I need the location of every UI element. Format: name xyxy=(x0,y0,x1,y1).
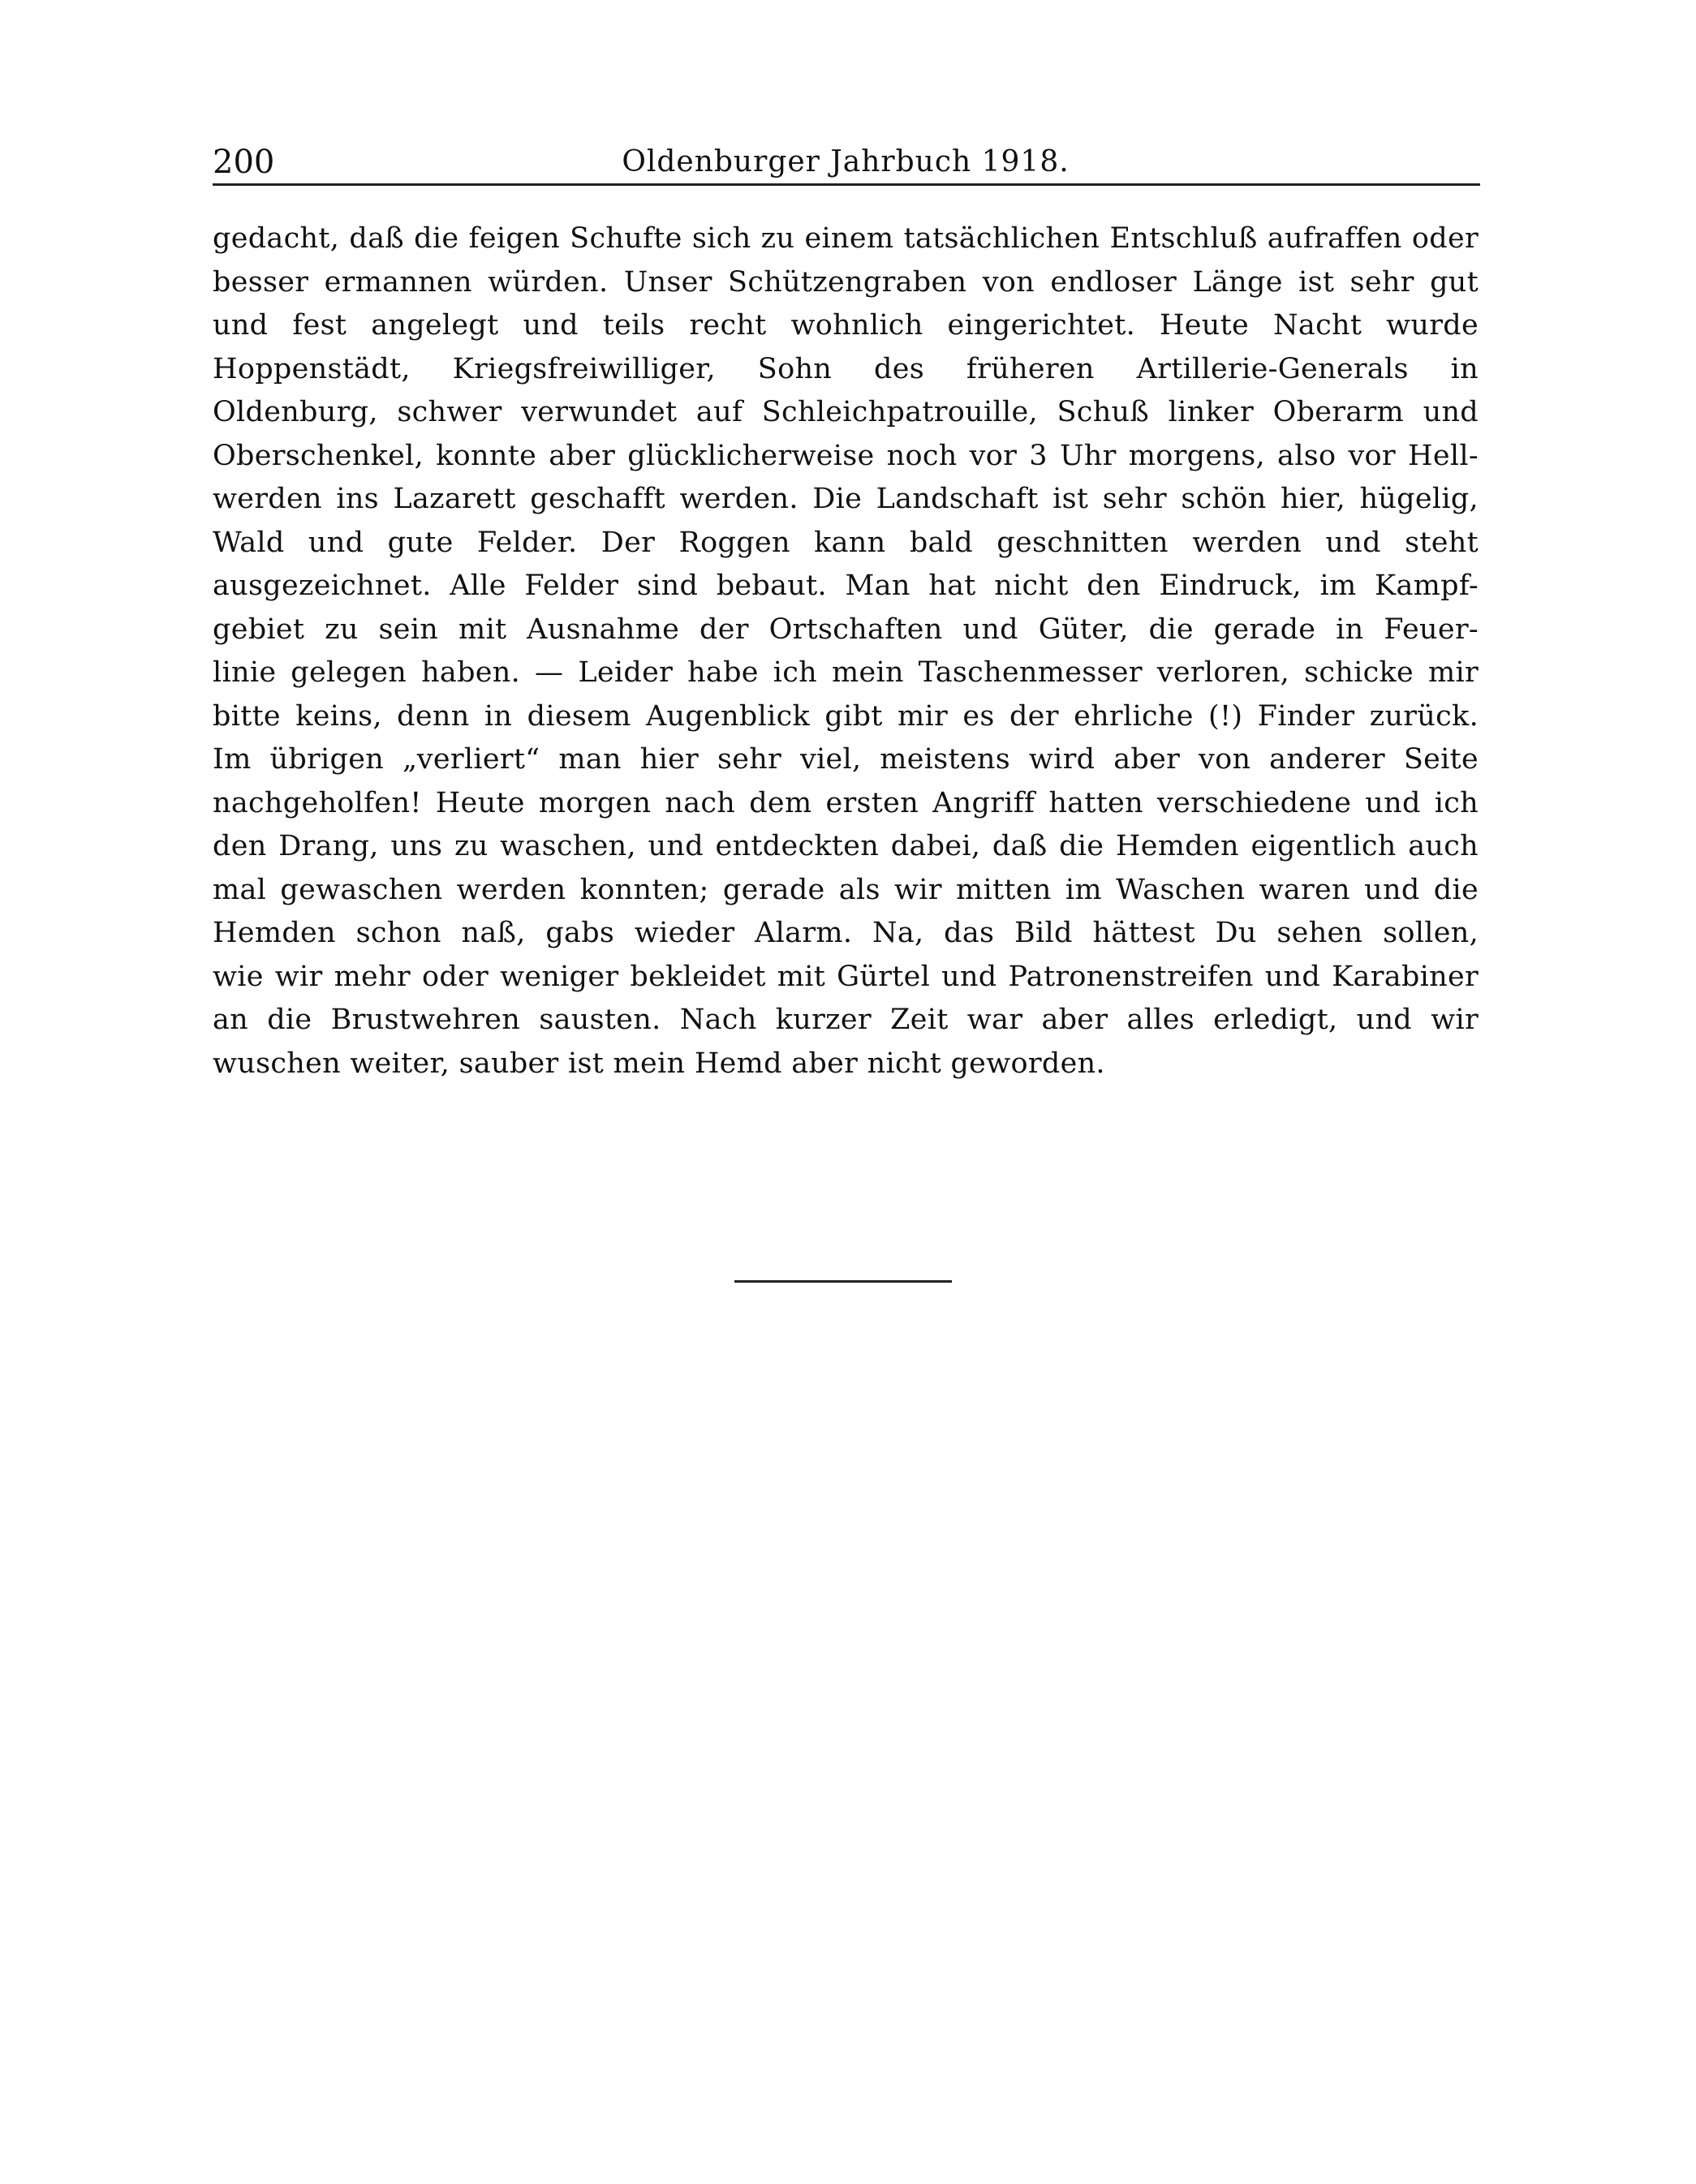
running-title: Oldenburger Jahrbuch 1918. xyxy=(622,145,1070,178)
page-number: 200 xyxy=(213,144,275,181)
text-line: wuschen weiter, sauber ist mein Hemd aber nicht geworden. xyxy=(213,1047,1105,1080)
body-text xyxy=(213,217,1479,1086)
text-line: mal gewaschen werden konnten; gerade als wir mitten im Waschen waren und die xyxy=(213,873,1479,906)
text-line: linie gelegen haben. — Leider habe ich mein Taschenmesser verloren, schicke mir xyxy=(213,656,1479,689)
end-rule xyxy=(734,1280,952,1283)
text-line: Oldenburg, schwer verwundet auf Schleichpatrouille, Schuß linker Oberarm und xyxy=(213,396,1479,428)
text-line: wie wir mehr oder weniger bekleidet mit Gürtel und Patronenstreifen und Karabiner xyxy=(213,960,1479,993)
text-line: Im übrigen „verliert“ man hier sehr viel, meistens wird aber von anderer Seite xyxy=(213,743,1479,776)
text-line: an die Brustwehren sausten. Nach kurzer Zeit war aber alles erledigt, und wir xyxy=(213,1004,1479,1036)
text-line: Oberschenkel, konnte aber glücklicherweise noch vor 3 Uhr morgens, also vor Hell- xyxy=(213,439,1479,472)
text-line: Hoppenstädt, Kriegsfreiwilliger, Sohn des früheren Artillerie-Generals in xyxy=(213,352,1479,385)
text-line: bitte keins, denn in diesem Augenblick gibt mir es der ehrliche (!) Finder zurück. xyxy=(213,699,1479,733)
header-rule xyxy=(213,183,1480,186)
text-line: ausgezeichnet. Alle Felder sind bebaut. Man hat nicht den Eindruck, im Kampf- xyxy=(213,570,1479,602)
text-line: nachgeholfen! Heute morgen nach dem ersten Angriff hatten verschiedene und ich xyxy=(213,786,1479,819)
text-line: werden ins Lazarett geschafft werden. Die Landschaft ist sehr schön hier, hügelig, xyxy=(213,483,1479,515)
text-line: besser ermannen würden. Unser Schützengraben von endloser Länge ist sehr gut xyxy=(213,265,1479,299)
text-line: Hemden schon naß, gabs wieder Alarm. Na, das Bild hättest Du sehen sollen, xyxy=(213,917,1479,949)
text-line: den Drang, uns zu waschen, und entdeckten dabei, daß die Hemden eigentlich auch xyxy=(213,830,1479,862)
text-line: gebiet zu sein mit Ausnahme der Ortschaften und Güter, die gerade in Feuer- xyxy=(213,613,1479,646)
text-line: und fest angelegt und teils recht wohnlich eingerichtet. Heute Nacht wurde xyxy=(213,309,1479,342)
page-header xyxy=(213,138,1479,187)
text-line: gedacht, daß die feigen Schufte sich zu einem tatsächlichen Entschluß aufraffen oder xyxy=(213,222,1479,255)
text-line: Wald und gute Felder. Der Roggen kann bald geschnitten werden und steht xyxy=(213,526,1479,559)
